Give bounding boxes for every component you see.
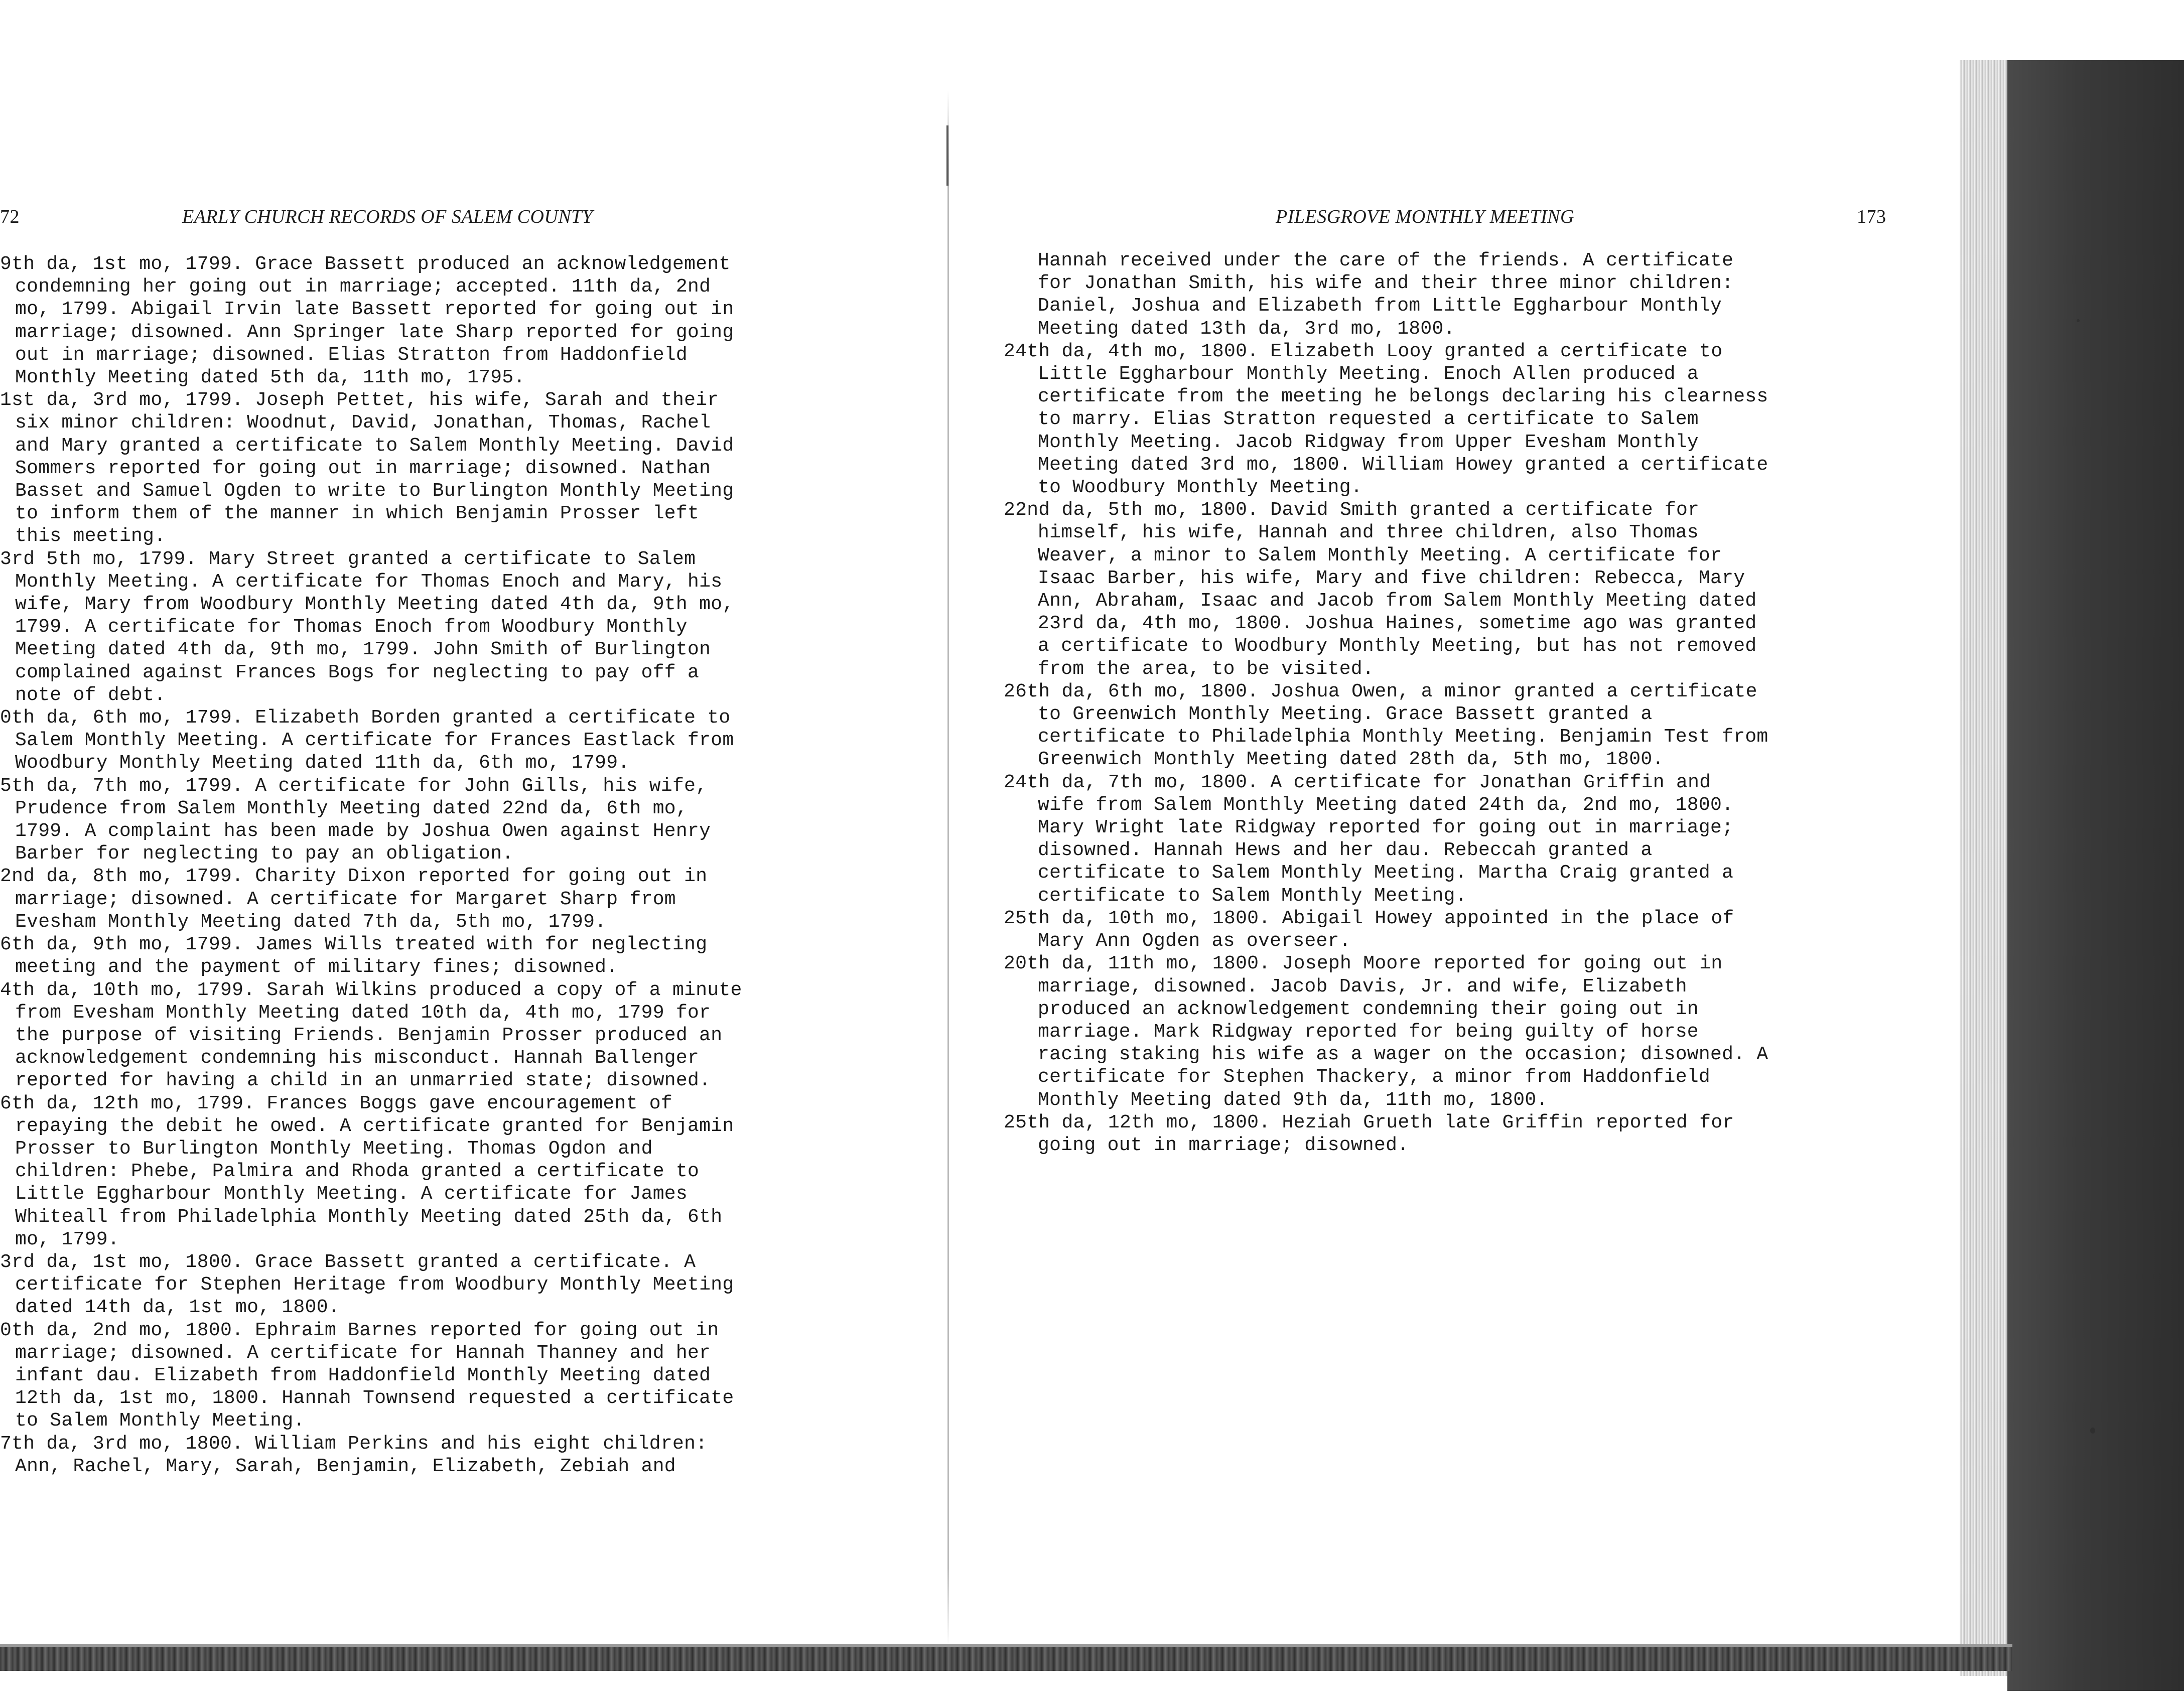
entry-line: from Evesham Monthly Meeting dated 10th da, 4th mo, 1799 for xyxy=(15,1002,711,1024)
entry-line: Sommers reported for going out in marriage; disowned. Nathan xyxy=(15,457,711,479)
entry-line: to Greenwich Monthly Meeting. Grace Bassett granted a xyxy=(1038,703,1653,726)
minute-entry xyxy=(0,933,742,978)
continuation-entry xyxy=(1004,249,1768,340)
entry-line: Evesham Monthly Meeting dated 7th da, 5th mo, 1799. xyxy=(15,911,607,933)
bottom-shadow xyxy=(0,1647,2012,1671)
entry-line: Woodbury Monthly Meeting dated 11th da, 6th mo, 1799. xyxy=(15,752,630,774)
entry-line: six minor children: Woodnut, David, Jonathan, Thomas, Rachel xyxy=(15,412,711,434)
entry-line: Meeting dated 4th da, 9th mo, 1799. John Smith of Burlington xyxy=(15,639,711,661)
entry-line: children: Phebe, Palmira and Rhoda granted a certificate to xyxy=(15,1161,700,1183)
entry-line: 23rd da, 4th mo, 1800. Joshua Haines, sometime ago was granted xyxy=(1038,613,1757,635)
entry-line: mo, 1799. xyxy=(15,1228,119,1250)
entry-line: to Woodbury Monthly Meeting. xyxy=(1038,477,1362,499)
entry-line: 7th da, 3rd mo, 1800. William Perkins and his eight children: xyxy=(0,1433,708,1455)
entry-line: 5th da, 7th mo, 1799. A certificate for John Gills, his wife, xyxy=(0,775,708,797)
minute-entry xyxy=(0,1092,742,1251)
entry-line: wife, Mary from Woodbury Monthly Meeting dated 4th da, 9th mo, xyxy=(15,594,734,616)
entry-line: a certificate to Woodbury Monthly Meeting, but has not removed xyxy=(1038,635,1757,657)
entry-line: 1799. A complaint has been made by Joshua Owen against Henry xyxy=(15,820,711,842)
entry-line: 24th da, 4th mo, 1800. Elizabeth Looy granted a certificate to xyxy=(1004,340,1723,362)
entry-line: 1799. A certificate for Thomas Enoch from Woodbury Monthly xyxy=(15,616,688,638)
entry-line: marriage, disowned. Jacob Davis, Jr. and wife, Elizabeth xyxy=(1038,975,1687,998)
entry-line: 25th da, 10th mo, 1800. Abigail Howey appointed in the place of xyxy=(1004,907,1734,929)
entry-line: produced an acknowledgement condemning their going out in xyxy=(1038,998,1699,1020)
entry-line: certificate to Philadelphia Monthly Meeting. Benjamin Test from xyxy=(1038,726,1768,748)
entry-line: 26th da, 6th mo, 1800. Joshua Owen, a minor granted a certificate xyxy=(1004,680,1757,702)
entry-line: 24th da, 7th mo, 1800. A certificate for Jonathan Griffin and xyxy=(1004,771,1711,793)
entry-line: certificate for Stephen Heritage from Woodbury Monthly Meeting xyxy=(15,1274,734,1296)
entry-line: Weaver, a minor to Salem Monthly Meeting. A certificate for xyxy=(1038,544,1722,566)
minute-entry xyxy=(1004,771,1768,907)
entry-line: meeting and the payment of military fines; disowned. xyxy=(15,956,618,978)
entry-line: disowned. Hannah Hews and her dau. Rebeccah granted a xyxy=(1038,839,1653,862)
minute-entry xyxy=(0,979,742,1092)
entry-line: Isaac Barber, his wife, Mary and five children: Rebecca, Mary xyxy=(1038,567,1745,589)
minute-entry xyxy=(0,1433,742,1478)
minute-entry xyxy=(1004,499,1768,680)
scan-speck xyxy=(2077,319,2080,322)
minute-entry xyxy=(0,253,742,389)
entry-line: Little Eggharbour Monthly Meeting. Enoch Allen produced a xyxy=(1038,363,1699,385)
minute-entry xyxy=(0,389,742,547)
entry-line: marriage; disowned. A certificate for Hannah Thanney and her xyxy=(15,1342,711,1364)
left-page xyxy=(0,0,953,1651)
minute-entry xyxy=(0,1251,742,1319)
scan-speck xyxy=(2090,1428,2095,1434)
minute-entry xyxy=(1004,680,1768,771)
entry-line: Monthly Meeting. Jacob Ridgway from Upper Evesham Monthly xyxy=(1038,431,1699,453)
entry-line: marriage. Mark Ridgway reported for being guilty of horse xyxy=(1038,1021,1699,1043)
entry-line: Mary Wright late Ridgway reported for going out in marriage; xyxy=(1038,817,1734,839)
minute-entry xyxy=(0,1319,742,1433)
entry-line: infant dau. Elizabeth from Haddonfield Monthly Meeting dated xyxy=(15,1364,711,1386)
entry-line: repaying the debit he owed. A certificate granted for Benjamin xyxy=(15,1115,734,1137)
entry-line: from the area, to be visited. xyxy=(1038,658,1375,680)
entry-line: certificate to Salem Monthly Meeting. Martha Craig granted a xyxy=(1038,862,1734,884)
minute-entry xyxy=(1004,340,1768,499)
entry-line: 2nd da, 8th mo, 1799. Charity Dixon reported for going out in xyxy=(0,866,708,888)
entry-line: Meeting dated 3rd mo, 1800. William Howey granted a certificate xyxy=(1038,454,1768,476)
entry-line: this meeting. xyxy=(15,525,166,547)
minute-entry xyxy=(1004,907,1768,952)
right-page xyxy=(959,0,1962,1651)
entry-line: 3rd da, 1st mo, 1800. Grace Bassett granted a certificate. A xyxy=(0,1251,696,1273)
entry-line: going out in marriage; disowned. xyxy=(1038,1134,1409,1156)
entry-line: wife from Salem Monthly Meeting dated 24th da, 2nd mo, 1800. xyxy=(1038,794,1734,816)
right-running-head: PILESGROVE MONTHLY MEETING xyxy=(1276,206,1574,227)
entry-line: dated 14th da, 1st mo, 1800. xyxy=(15,1297,340,1319)
entry-line: himself, his wife, Hannah and three children, also Thomas xyxy=(1038,522,1699,544)
minute-entry xyxy=(1004,952,1768,1111)
entry-line: 6th da, 9th mo, 1799. James Wills treated with for neglecting xyxy=(0,934,708,956)
left-page-number: 72 xyxy=(0,206,20,227)
entry-line: Salem Monthly Meeting. A certificate for Frances Eastlack from xyxy=(15,730,734,752)
entry-line: acknowledgement condemning his misconduct. Hannah Ballenger xyxy=(15,1047,700,1069)
entry-line: mo, 1799. Abigail Irvin late Bassett reported for going out in xyxy=(15,299,734,321)
entry-line: Prudence from Salem Monthly Meeting dated 22nd da, 6th mo, xyxy=(15,797,688,819)
entry-line: 4th da, 10th mo, 1799. Sarah Wilkins produced a copy of a minute xyxy=(0,979,742,1001)
entry-line: Daniel, Joshua and Elizabeth from Little Eggharbour Monthly xyxy=(1038,295,1722,317)
entry-line: Ann, Abraham, Isaac and Jacob from Salem Monthly Meeting dated xyxy=(1038,590,1757,612)
right-page-body xyxy=(1004,249,1768,1157)
entry-line: marriage; disowned. Ann Springer late Sharp reported for going xyxy=(15,321,734,343)
entry-line: note of debt. xyxy=(15,684,166,706)
entry-line: Mary Ann Ogden as overseer. xyxy=(1038,930,1351,952)
minute-entry xyxy=(0,706,742,775)
entry-line: marriage; disowned. A certificate for Margaret Sharp from xyxy=(15,888,676,910)
entry-line: Monthly Meeting. A certificate for Thomas Enoch and Mary, his xyxy=(15,571,723,593)
entry-line: 6th da, 12th mo, 1799. Frances Boggs gave encouragement of xyxy=(0,1092,673,1114)
entry-line: Monthly Meeting dated 9th da, 11th mo, 1800. xyxy=(1038,1089,1548,1111)
entry-line: out in marriage; disowned. Elias Stratton from Haddonfield xyxy=(15,344,688,366)
entry-line: certificate to Salem Monthly Meeting. xyxy=(1038,885,1467,907)
entry-line: to marry. Elias Stratton requested a certificate to Salem xyxy=(1038,408,1699,431)
entry-line: 25th da, 12th mo, 1800. Heziah Grueth late Griffin reported for xyxy=(1004,1111,1734,1133)
entry-line: 3rd 5th mo, 1799. Mary Street granted a certificate to Salem xyxy=(0,548,696,570)
entry-line: to Salem Monthly Meeting. xyxy=(15,1410,305,1432)
minute-entry xyxy=(1004,1111,1768,1157)
entry-line: to inform them of the manner in which Benjamin Prosser left xyxy=(15,503,700,525)
entry-line: reported for having a child in an unmarried state; disowned. xyxy=(15,1070,711,1092)
entry-line: for Jonathan Smith, his wife and their three minor children: xyxy=(1038,272,1734,295)
entry-line: 0th da, 6th mo, 1799. Elizabeth Borden granted a certificate to xyxy=(0,707,731,729)
entry-line: condemning her going out in marriage; accepted. 11th da, 2nd xyxy=(15,276,711,298)
entry-line: Little Eggharbour Monthly Meeting. A certificate for James xyxy=(15,1183,688,1205)
minute-entry xyxy=(0,548,742,706)
entry-line: Prosser to Burlington Monthly Meeting. Thomas Ogdon and xyxy=(15,1138,653,1160)
entry-line: Whiteall from Philadelphia Monthly Meeting dated 25th da, 6th xyxy=(15,1206,723,1228)
book-gutter xyxy=(947,90,949,1646)
entry-line: Hannah received under the care of the friends. A certificate xyxy=(1038,250,1734,271)
entry-line: Basset and Samuel Ogden to write to Burlington Monthly Meeting xyxy=(15,480,734,502)
entry-line: Greenwich Monthly Meeting dated 28th da, 5th mo, 1800. xyxy=(1038,749,1664,771)
entry-line: 1st da, 3rd mo, 1799. Joseph Pettet, his wife, Sarah and their xyxy=(0,389,719,411)
entry-line: certificate for Stephen Thackery, a minor from Haddonfield xyxy=(1038,1066,1711,1088)
book-cover xyxy=(2007,60,2184,1691)
entry-line: the purpose of visiting Friends. Benjamin Prosser produced an xyxy=(15,1024,723,1046)
entry-line: Meeting dated 13th da, 3rd mo, 1800. xyxy=(1038,318,1455,340)
minute-entry xyxy=(0,865,742,933)
minute-entry xyxy=(0,775,742,866)
entry-line: complained against Frances Bogs for neglecting to pay off a xyxy=(15,661,700,683)
entry-line: 12th da, 1st mo, 1800. Hannah Townsend requested a certificate xyxy=(15,1387,734,1409)
entry-line: 22nd da, 5th mo, 1800. David Smith granted a certificate for xyxy=(1004,499,1700,521)
right-page-number: 173 xyxy=(1857,206,1886,227)
entry-line: 20th da, 11th mo, 1800. Joseph Moore reported for going out in xyxy=(1004,953,1723,975)
entry-line: Monthly Meeting dated 5th da, 11th mo, 1795. xyxy=(15,367,525,389)
entry-line: Ann, Rachel, Mary, Sarah, Benjamin, Elizabeth, Zebiah and xyxy=(15,1455,676,1477)
entry-line: racing staking his wife as a wager on the occasion; disowned. A xyxy=(1038,1044,1768,1066)
entry-line: Barber for neglecting to pay an obligation. xyxy=(15,843,514,865)
entry-line: 9th da, 1st mo, 1799. Grace Bassett produced an acknowledgement xyxy=(0,253,731,275)
entry-line: 0th da, 2nd mo, 1800. Ephraim Barnes reported for going out in xyxy=(0,1319,719,1341)
page-edges xyxy=(1960,60,2010,1676)
left-running-head: EARLY CHURCH RECORDS OF SALEM COUNTY xyxy=(182,206,593,227)
entry-line: and Mary granted a certificate to Salem Monthly Meeting. David xyxy=(15,435,734,457)
gutter-mark xyxy=(946,125,948,186)
entry-line: certificate from the meeting he belongs declaring his clearness xyxy=(1038,386,1768,408)
left-page-body xyxy=(0,253,742,1478)
